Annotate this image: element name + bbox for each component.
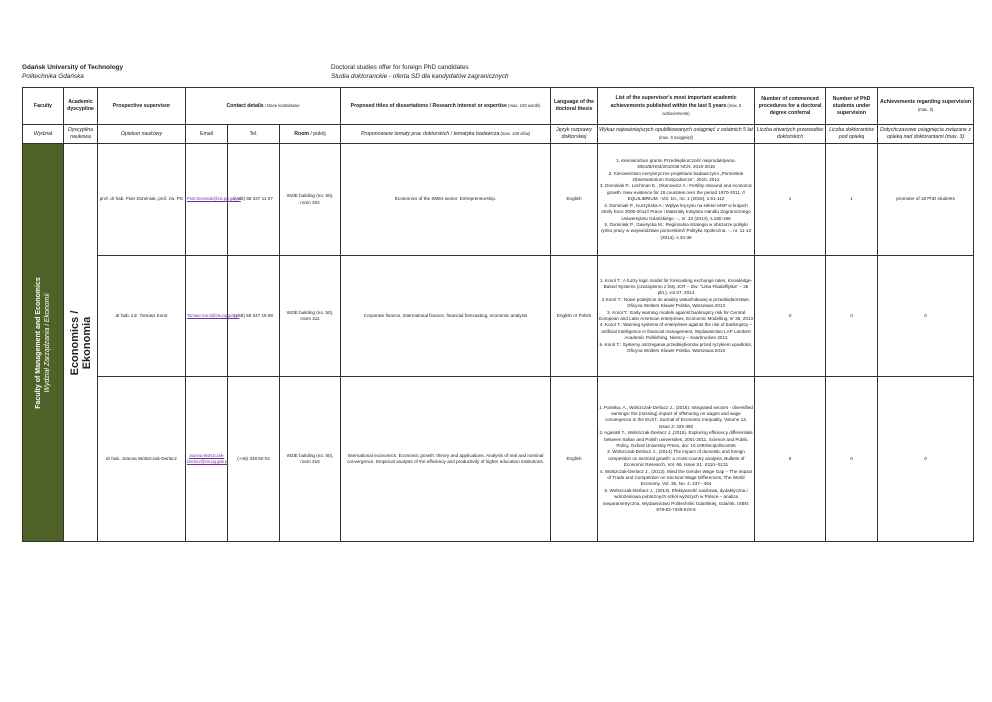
col-discipline-header: Academic dyscypline bbox=[64, 88, 98, 125]
language-cell: English bbox=[551, 144, 598, 256]
achievements-regarding-cell: 0 bbox=[878, 256, 974, 377]
col-tel-header: Tel. bbox=[228, 125, 280, 144]
titles-limit: (max. 100 words) bbox=[506, 103, 541, 108]
titles-limit-pl: (max. 100 słów) bbox=[499, 131, 531, 136]
col-titles-header bbox=[341, 88, 551, 125]
col-room-header bbox=[280, 125, 341, 144]
discipline-line2: Ekonomia bbox=[80, 316, 93, 369]
university-name-pl: Politechnika Gdańska bbox=[22, 72, 84, 80]
email-link[interactable]: Tomasz.Korol@zie.pg.gda.pl bbox=[187, 312, 240, 318]
offer-header bbox=[331, 64, 509, 81]
email-link[interactable]: Joanna.Wolszczak-Derlacz@zie.pg.gda.pl bbox=[187, 452, 229, 464]
col-supervisor-header: Prospective supervisor bbox=[98, 88, 186, 125]
titles-label: Proposed titles of dissertations / Research interest or expertise bbox=[350, 103, 507, 109]
col-titles-header-pl bbox=[341, 125, 551, 144]
language-cell: English bbox=[551, 377, 598, 542]
faculty-label bbox=[34, 277, 52, 408]
col-achievements-regarding-header-pl: Dotychczasowe osiągnięcia związane z opieką nad doktorantami (max. 3) bbox=[878, 125, 974, 144]
col-faculty-header-pl: Wydział bbox=[23, 125, 64, 144]
discipline-label bbox=[69, 310, 93, 375]
col-achievements-regarding-header bbox=[878, 88, 974, 125]
achievements-regarding-label: Achievements regarding supervision bbox=[879, 99, 972, 105]
contact-label-pl: / Dane kontaktowe bbox=[263, 103, 300, 108]
titles-cell: Economics of the SMEs sector. Entrepreneurship. bbox=[341, 144, 551, 256]
achievements-list-cell: 1. Kierownictwo grantu Przedsiębiorczość nieproduktywna. 3051/B/H03/2010/38 NCN. 2010-2015 2. Kierownictwo merytoryczne projektami badawczymi „Pomorskie Obserwatorium Gospodarcze", 2010, 2012 3. Dominiak P., Lechman E., Okonowicz A.: Fertility rebound and economic growth. New evidence for 18 countries over the period 1970-2011. // EQUILIBRIUM. -Vol. 10., no. 1 (2015), s.91-112 4. Dominiak P., Kurzyńska A.: Wpływ kryzysu na sektor MSP w krajach strefy Euro 2008-2011// Prace i Materiały Instytutu Handlu Zagranicznego Uniwersytetu Gdańskiego. -., nr. 33 (2014), s.180-195 5. Dominiak P., Gawrycka M.: Regionalna strategia w obszarze polityki rynku pracy w województwie pomorskim// Polityka Społeczna. -., nr. 11-12 (2014), s.34-38 bbox=[598, 144, 755, 256]
offer-title-pl: Studia doktoranckie - oferta SD dla kandydatów zagranicznych bbox=[331, 72, 509, 80]
students-cell: 0 bbox=[826, 377, 878, 542]
university-name-en: Gdańsk University of Technology bbox=[22, 64, 124, 71]
col-email-header: Email bbox=[186, 125, 228, 144]
titles-label-pl: Proponowane tematy prac doktorskich / tematyka badawcza bbox=[360, 131, 500, 137]
header-row-en bbox=[23, 88, 974, 125]
header-row-pl bbox=[23, 125, 974, 144]
table-row bbox=[23, 256, 974, 377]
tel-cell: (+48) 58 347 19 68 bbox=[228, 256, 280, 377]
discipline-cell bbox=[64, 144, 98, 542]
room-label: Room bbox=[294, 130, 309, 137]
col-supervisor-header-pl: Opiekun naukowy bbox=[98, 125, 186, 144]
col-achievements-list-header-pl bbox=[598, 125, 755, 144]
procedures-cell: 1 bbox=[755, 144, 826, 256]
col-procedures-header: Number of commenced procedures for a doctoral degree conferral bbox=[755, 88, 826, 125]
achievements-list-limit-pl: (max. 5 osiągnięć) bbox=[658, 135, 694, 140]
supervisor-name: dr hab. Joanna Wolszczak-Derlacz bbox=[98, 377, 186, 542]
email-link[interactable]: Piotr.Dominiak@zie.pg.gda.pl bbox=[187, 196, 241, 202]
col-achievements-list-header bbox=[598, 88, 755, 125]
achievements-regarding-cell: 0 bbox=[878, 377, 974, 542]
contact-label: Contact details bbox=[226, 103, 264, 109]
table-row bbox=[23, 144, 974, 256]
email-cell bbox=[186, 256, 240, 377]
supervisors-table bbox=[22, 87, 974, 542]
achievements-list-label-pl: Wykaz najważniejszych opublikowanych osiągnięć z ostatnich 5 lat bbox=[599, 127, 753, 133]
email-cell bbox=[186, 144, 241, 256]
achievements-list-limit: (max. 5 achievements) bbox=[662, 102, 742, 116]
titles-cell: Corporate finance, international finance, financial forecasting, economic analysis bbox=[341, 256, 551, 377]
procedures-cell: 0 bbox=[755, 256, 826, 377]
students-cell: 1 bbox=[826, 144, 878, 256]
col-discipline-header-pl: Dyscyplina naukowa bbox=[64, 125, 98, 144]
room-cell: WZiE building (no. 50), room 311 bbox=[280, 256, 341, 377]
achievements-list-cell: 1. Parteka, A., Wolszczak-Derlacz J., (2015). Integrated sectors - diversified earnings: the (missing) impact of offshoring on wages and wage convergence in the EU27, Journal of Economic Inequality, Volume 13, Issue 3: 325-350 2. Agasisti T., Wolszczak-Derlacz J.,(2015). Exploring efficiency differentials between Italian and Polish universities, 2001-2011, Science and Public Policy, Oxford University Press, doi: 10.1093/scipol/scv026 3. Wolszczak-Derlacz J., (2014) The impact of domestic and foreign competition on sectoral growth: a cross-country analysis, Bulletin of Economic Research, Vol. 66, Issue S1: S110–S131 4. Wolszczak-Derlacz J., (2013), Mind the Gender Wage Gap – The Impact of Trade and Competition on Sectoral Wage Differences, The World Economy, Vol. 36, No. 4: 437– 464 5. Wolszczak-Derlacz J., (2013). Efektywność naukowa, dydaktyczna i wdrożeniowa publicznych szkół wyższych w Polsce – analiza nieparametryczna, Wydawnictwo Politechniki Gdańskiej, Gdańsk. ISBN: 978-83-7348-523-5 bbox=[598, 377, 755, 542]
faculty-name-pl: Wydział Zarządzania i Ekonomii bbox=[44, 292, 51, 393]
supervisor-name: prof. dr hab. Piotr Dominiak, prof. zw. PG bbox=[98, 144, 186, 256]
col-language-header-pl: Język rozprawy doktorskiej bbox=[551, 125, 598, 144]
discipline-line1: Economics / bbox=[68, 310, 81, 375]
col-contact-header bbox=[186, 88, 341, 125]
col-faculty-header: Faculty bbox=[23, 88, 64, 125]
col-language-header: Language of the doctoral thesis bbox=[551, 88, 598, 125]
offer-title-en: Doctoral studies offer for foreign PhD candidates bbox=[331, 64, 469, 71]
achievements-list-cell: 1. Korol T.: A fuzzy logic model for forecasting exchange rates, Knowledge-Based Systems (czasopismo z listy JCR – tzw. "Lista Filadelfijska" – 35 pkt.), vol 67, 2014 2.Korol T.: Nowe podejście do analizy wskaźnikowej w przedsiębiorstwie, Oficyna Wolters Kluwer Polska, Warszawa 2013 3. Korol T.: Early warning models against bankruptcy risk for Central European and Latin American enterprises, Economic Modelling, nr 35, 2013 4. Korol T.: Warning systems of enterprises against the risk of bankruptcy – artificial intelligence in financial management, Wydawnictwo LAP Lambert Academic Publishing, Niemcy – Saarbrucken 2012 5. Korol T.: Systemy ostrzegania przedsiębiorstw przed ryzykiem upadłości, Oficyna Wolters Kluwer Polska, Warszawa 2010 bbox=[598, 256, 755, 377]
room-label-pl: / pokój bbox=[308, 130, 326, 137]
tel-cell: (+48) 58 347 11 07 bbox=[228, 144, 280, 256]
email-cell bbox=[186, 377, 228, 542]
achievements-regarding-cell: promoter of 18 PhD students bbox=[878, 144, 974, 256]
achievements-regarding-limit: (max. 3) bbox=[917, 107, 934, 112]
faculty-cell bbox=[23, 144, 64, 542]
titles-cell: International economics. Economic growth: theory and applications. Analysis of real and nominal convergence. Empirical analysis of the efficiency and productivity of higher education institutions. bbox=[341, 377, 551, 542]
col-students-header: Number of PhD students under supervision bbox=[826, 88, 878, 125]
procedures-cell: 0 bbox=[755, 377, 826, 542]
col-procedures-header-pl: Liczba otwartych przewodów doktorskich bbox=[755, 125, 826, 144]
room-cell: WZiE building (no. 50), room 304 bbox=[280, 144, 341, 256]
room-cell: WZiE building (no. 50), room 316 bbox=[280, 377, 341, 542]
faculty-name-en: Faculty of Management and Economics bbox=[35, 276, 42, 409]
tel-cell: (+48) 348 60 04 bbox=[228, 377, 280, 542]
supervisor-name: dr hab. inż. Tomasz Korol bbox=[98, 256, 186, 377]
language-cell: English or Polish bbox=[551, 256, 598, 377]
institution-header bbox=[22, 64, 123, 81]
col-students-header-pl: Liczba doktorantów pod opieką bbox=[826, 125, 878, 144]
table-row bbox=[23, 377, 974, 542]
achievements-list-label: List of the supervisor's most important academic achievements published within the last 5 years bbox=[610, 94, 737, 109]
students-cell: 0 bbox=[826, 256, 878, 377]
